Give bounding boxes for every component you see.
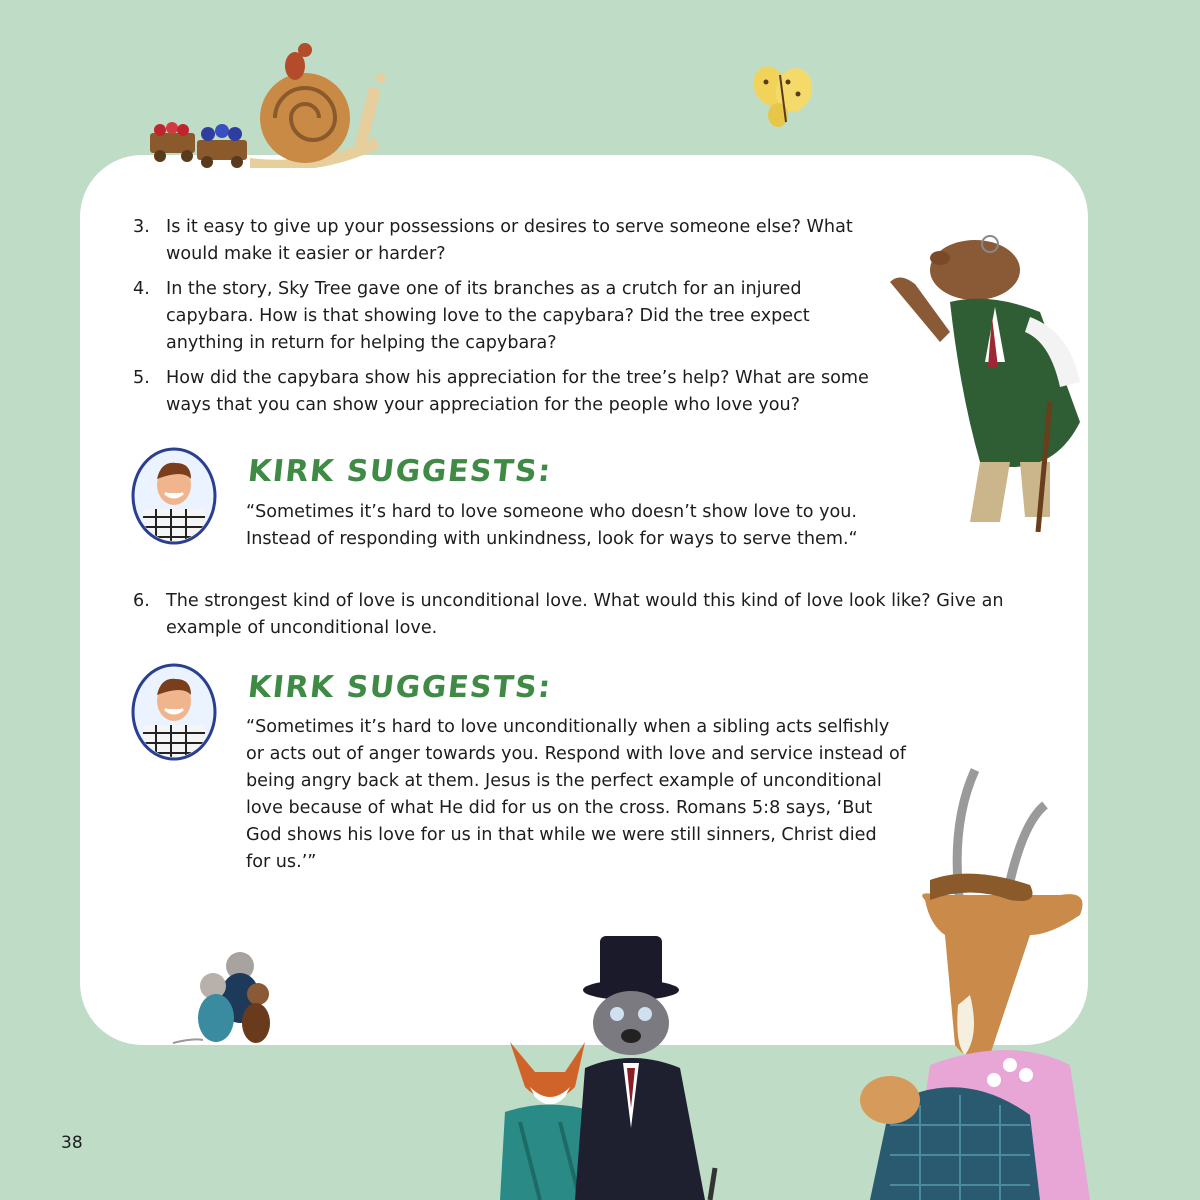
question-number: 3. xyxy=(133,217,150,237)
gazelle-icon xyxy=(830,765,1120,1200)
question-text: Is it easy to give up your possessions or desires to serve someone else? What would make it easier or harder? xyxy=(166,217,853,264)
question-text: How did the capybara show his appreciation for the tree’s help? What are some ways that you can show your appreciation for the people who love you? xyxy=(166,368,869,415)
page-number: 38 xyxy=(61,1133,83,1153)
kirk-suggests-heading: KIRK SUGGESTS: xyxy=(246,454,554,489)
kirk-suggests-heading: KIRK SUGGESTS: xyxy=(246,670,554,705)
butterfly-icon xyxy=(748,60,820,132)
question-number: 6. xyxy=(133,591,150,611)
capybara-icon xyxy=(880,222,1110,532)
kirk-avatar-icon xyxy=(131,663,217,761)
question-4 xyxy=(133,276,842,357)
question-text: The strongest kind of love is unconditional love. What would this kind of love look like? Give an example of unconditional love. xyxy=(166,591,1004,638)
kirk-suggests-quote: “Sometimes it’s hard to love someone who doesn’t show love to you. Instead of responding with unkindness, look for ways to serve them.“ xyxy=(246,502,858,549)
snail-icon xyxy=(145,28,395,168)
question-number: 5. xyxy=(133,368,150,388)
question-number: 4. xyxy=(133,279,150,299)
question-5 xyxy=(133,365,886,419)
question-text: In the story, Sky Tree gave one of its branches as a crutch for an injured capybara. How is that showing love to the capybara? Did the tree expect anything in return for helping the capybara? xyxy=(166,279,810,353)
kirk-suggests-quote: “Sometimes it’s hard to love unconditionally when a sibling acts selfishly or acts out of anger towards you. Respond with love and service instead of being angry back at them. Jesus is the perfect example of unconditional love because of what He did for us on the cross. Romans 5:8 says, ‘But God shows his love for us in that while we were still sinners, Christ died for us.’” xyxy=(246,717,907,872)
mice-icon xyxy=(168,948,283,1053)
dog-gentleman-icon xyxy=(565,928,745,1200)
kirk-avatar-icon xyxy=(131,447,217,545)
question-3 xyxy=(133,214,876,268)
question-6 xyxy=(133,588,1046,642)
